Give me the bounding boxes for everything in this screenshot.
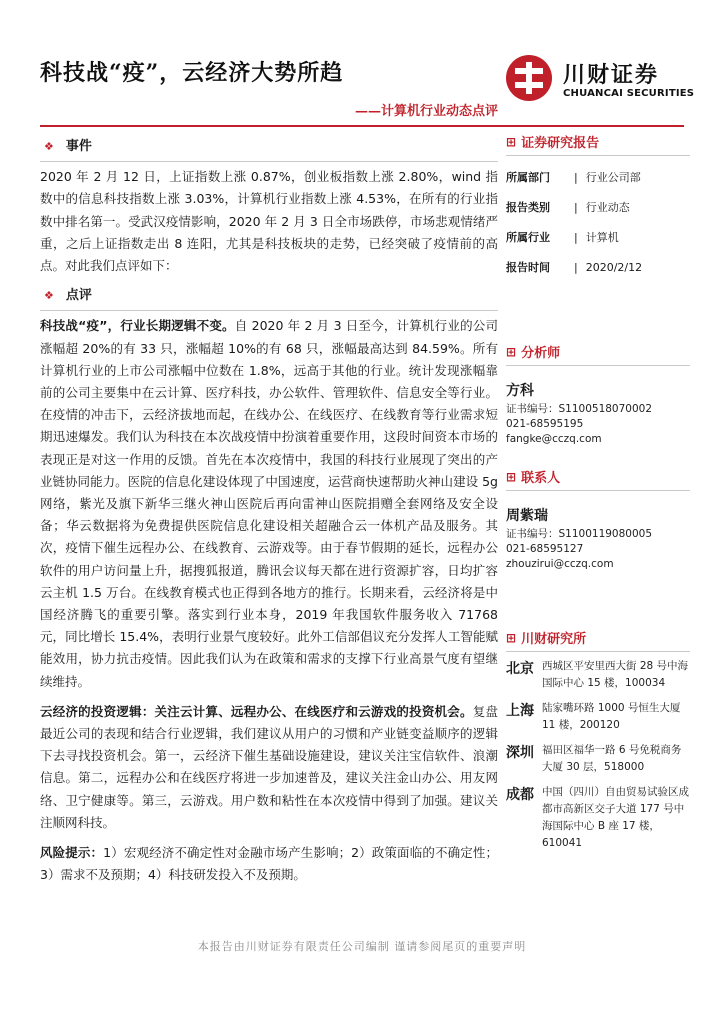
info-value: 计算机 (585, 231, 619, 244)
contact-heading (506, 467, 690, 491)
analyst-email[interactable]: fangke@cczq.com (506, 433, 602, 445)
institute-heading (506, 628, 690, 652)
address-text: 中国（四川）自由贸易试验区成都市高新区交子大道 177 号中海国际中心 B 座 17 楼，610041 (542, 786, 689, 849)
paragraph-body: 复盘最近公司的表现和结合行业逻辑，我们建议从用户的习惯和产业链变益顺序的逻辑下去寻找投资机会。第一，云经济下催生基础设施建设，建议关注宝信软件、浪潮信息。第二，远程办公和在线医疗将进一步加速普及，建议关注金山办公、用友网络、卫宁健康等。第三，云游戏。用户数和粘性在本次疫情中得到了加强。建议关注顺网科技。 (40, 703, 498, 830)
comment-section-heading (40, 285, 498, 311)
contact-cert: 证书编号：S1100119080005 (506, 528, 653, 540)
comment-paragraph-1 (40, 315, 498, 692)
page-footer: 本报告由川财证券有限责任公司编制 谨请参阅尾页的重要声明 (197, 940, 527, 953)
event-paragraph: 2020 年 2 月 12 日，上证指数上涨 0.87%，创业板指数上涨 2.80%，wind 指数中的信息科技指数上涨 3.03%，计算机行业指数上涨 4.53%，在所有的行业指数中排名第一。受武汉疫情影响，2020 年 2 月 3 日全市场跌停，市场悲观情绪严重，之后上证指数走出 8 连阳，尤其是科技板块的走势，已经突破了疫情前的高点。对此我们点评如下： (40, 169, 498, 274)
analyst-phone: 021-68595195 (506, 418, 584, 430)
info-row: 所属部门 | 行业公司部 (506, 170, 641, 184)
contact-name: 周紫瑞 (506, 508, 548, 524)
info-key: 所属行业 (506, 231, 550, 244)
info-row: 报告类别 | 行业动态 (506, 200, 630, 214)
report-icon: ⊞ (506, 134, 517, 149)
event-section-heading (40, 136, 498, 162)
address-text: 西城区平安里西大街 28 号中海国际中心 15 楼，100034 (542, 660, 689, 689)
analyst-icon: ⊞ (506, 344, 517, 359)
logo-english-name: CHUANCAI SECURITIES (563, 88, 695, 99)
contact-phone: 021-68595127 (506, 543, 584, 555)
analyst-heading-label: 分析师 (521, 346, 561, 361)
address-block (506, 658, 690, 692)
city-name: 深圳 (506, 745, 534, 761)
contact-heading-label: 联系人 (521, 471, 561, 486)
city-name: 北京 (506, 661, 534, 677)
analyst-name: 方科 (506, 383, 534, 399)
institute-heading-label: 川财研究所 (521, 632, 587, 647)
address-block (506, 742, 690, 776)
report-title: 科技战“疫”，云经济大势所趋 (40, 60, 344, 86)
info-key: 报告时间 (506, 261, 550, 274)
info-value: 2020/2/12 (585, 260, 643, 274)
info-key: 报告类别 (506, 201, 550, 214)
comment-paragraph-2 (40, 701, 498, 834)
info-key: 所属部门 (506, 171, 550, 184)
diamond-bullet-icon: ❖ (44, 140, 54, 153)
city-name: 成都 (506, 787, 534, 803)
info-row: 所属行业 | 计算机 (506, 230, 619, 244)
address-block (506, 784, 690, 852)
paragraph-body: 1）宏观经济不确定性对金融市场产生影响；2）政策面临的不确定性；3）需求不及预期；4）科技研发投入不及预期。 (40, 845, 498, 883)
contact-icon: ⊞ (506, 469, 517, 484)
sidebar (506, 132, 690, 860)
city-name: 上海 (506, 703, 534, 719)
header-divider (40, 125, 684, 127)
analyst-cert: 证书编号：S1100518070002 (506, 403, 653, 415)
main-content (40, 130, 498, 895)
logo-mark-icon (505, 54, 553, 102)
info-value: 行业公司部 (585, 171, 641, 184)
company-logo (505, 54, 705, 106)
event-heading-label: 事件 (65, 139, 92, 154)
report-heading-label: 证券研究报告 (521, 136, 600, 151)
address-text: 陆家嘴环路 1000 号恒生大厦 11 楼，200120 (542, 702, 681, 731)
address-block (506, 700, 690, 734)
paragraph-lead: 风险提示： (40, 845, 104, 861)
institute-icon: ⊞ (506, 630, 517, 645)
logo-chinese-name: 川财证券 (563, 63, 660, 88)
report-subtitle: ——计算机行业动态点评 (354, 104, 498, 119)
paragraph-lead: 云经济的投资逻辑：关注云计算、远程办公、在线医疗和云游戏的投资机会。 (40, 703, 473, 719)
paragraph-lead: 科技战“疫”，行业长期逻辑不变。 (40, 318, 235, 334)
paragraph-body: 自 2020 年 2 月 3 日至今，计算机行业的公司涨幅超 20%的有 33 只，涨幅超 10%的有 68 只，涨幅最高达到 84.59%。所有计算机行业的上市公司涨幅中位数在 1.8%，远高于其他的行业。统计发现涨幅靠前的公司主要集中在云计算、医疗科技，办公软件、管理软件、信息安全等行业。在疫情的冲击下，云经济拔地而起，在线办公、在线医疗、在线教育等行业需求短期迅速爆发。我们认为科技在本次战疫情中扮演着重要作用，这段时间资本市场的表现正是对这一作用的反馈。首先在本次疫情中，我国的科技行业展现了突出的产业链协同能力。医院的信息化建设体现了中国速度，运营商快速帮助火神山建设 5g 网络，紫光及旗下新华三继火神山医院后再向雷神山医院捐赠全套网络及安全设备；华云数据将为免费提供医院信息化建设相关超融合云一体机产品及服务。其次，疫情下催生远程办公、在线教育、云游戏等。由于春节假期的延长，远程办公软件的用户访问量上升，据搜狐报道，腾讯会议每天都在进行资源扩容，日均扩容云主机 1.5 万台。在线教育模式也正得到各地方的推行。长期来看，云经济将是中国经济腾飞的重要引擎。落实到行业本身，2019 年我国软件服务收入 71768 元，同比增长 15.4%，表明行业景气度较好。此外工信部倡议充分发挥人工智能赋能效用，协力抗击疫情。因此我们认为在政策和需求的支撑下行业高景气度有望继续维持。 (40, 318, 498, 689)
info-row: 报告时间 | 2020/2/12 (506, 260, 643, 274)
diamond-bullet-icon: ❖ (44, 289, 54, 303)
address-text: 福田区福华一路 6 号免税商务大厦 30 层，518000 (542, 744, 682, 773)
analyst-heading (506, 342, 690, 366)
comment-heading-label: 点评 (65, 288, 92, 304)
contact-email[interactable]: zhouzirui@cczq.com (506, 558, 614, 570)
info-value: 行业动态 (585, 201, 630, 214)
report-info-heading (506, 132, 690, 156)
risk-paragraph (40, 842, 498, 886)
